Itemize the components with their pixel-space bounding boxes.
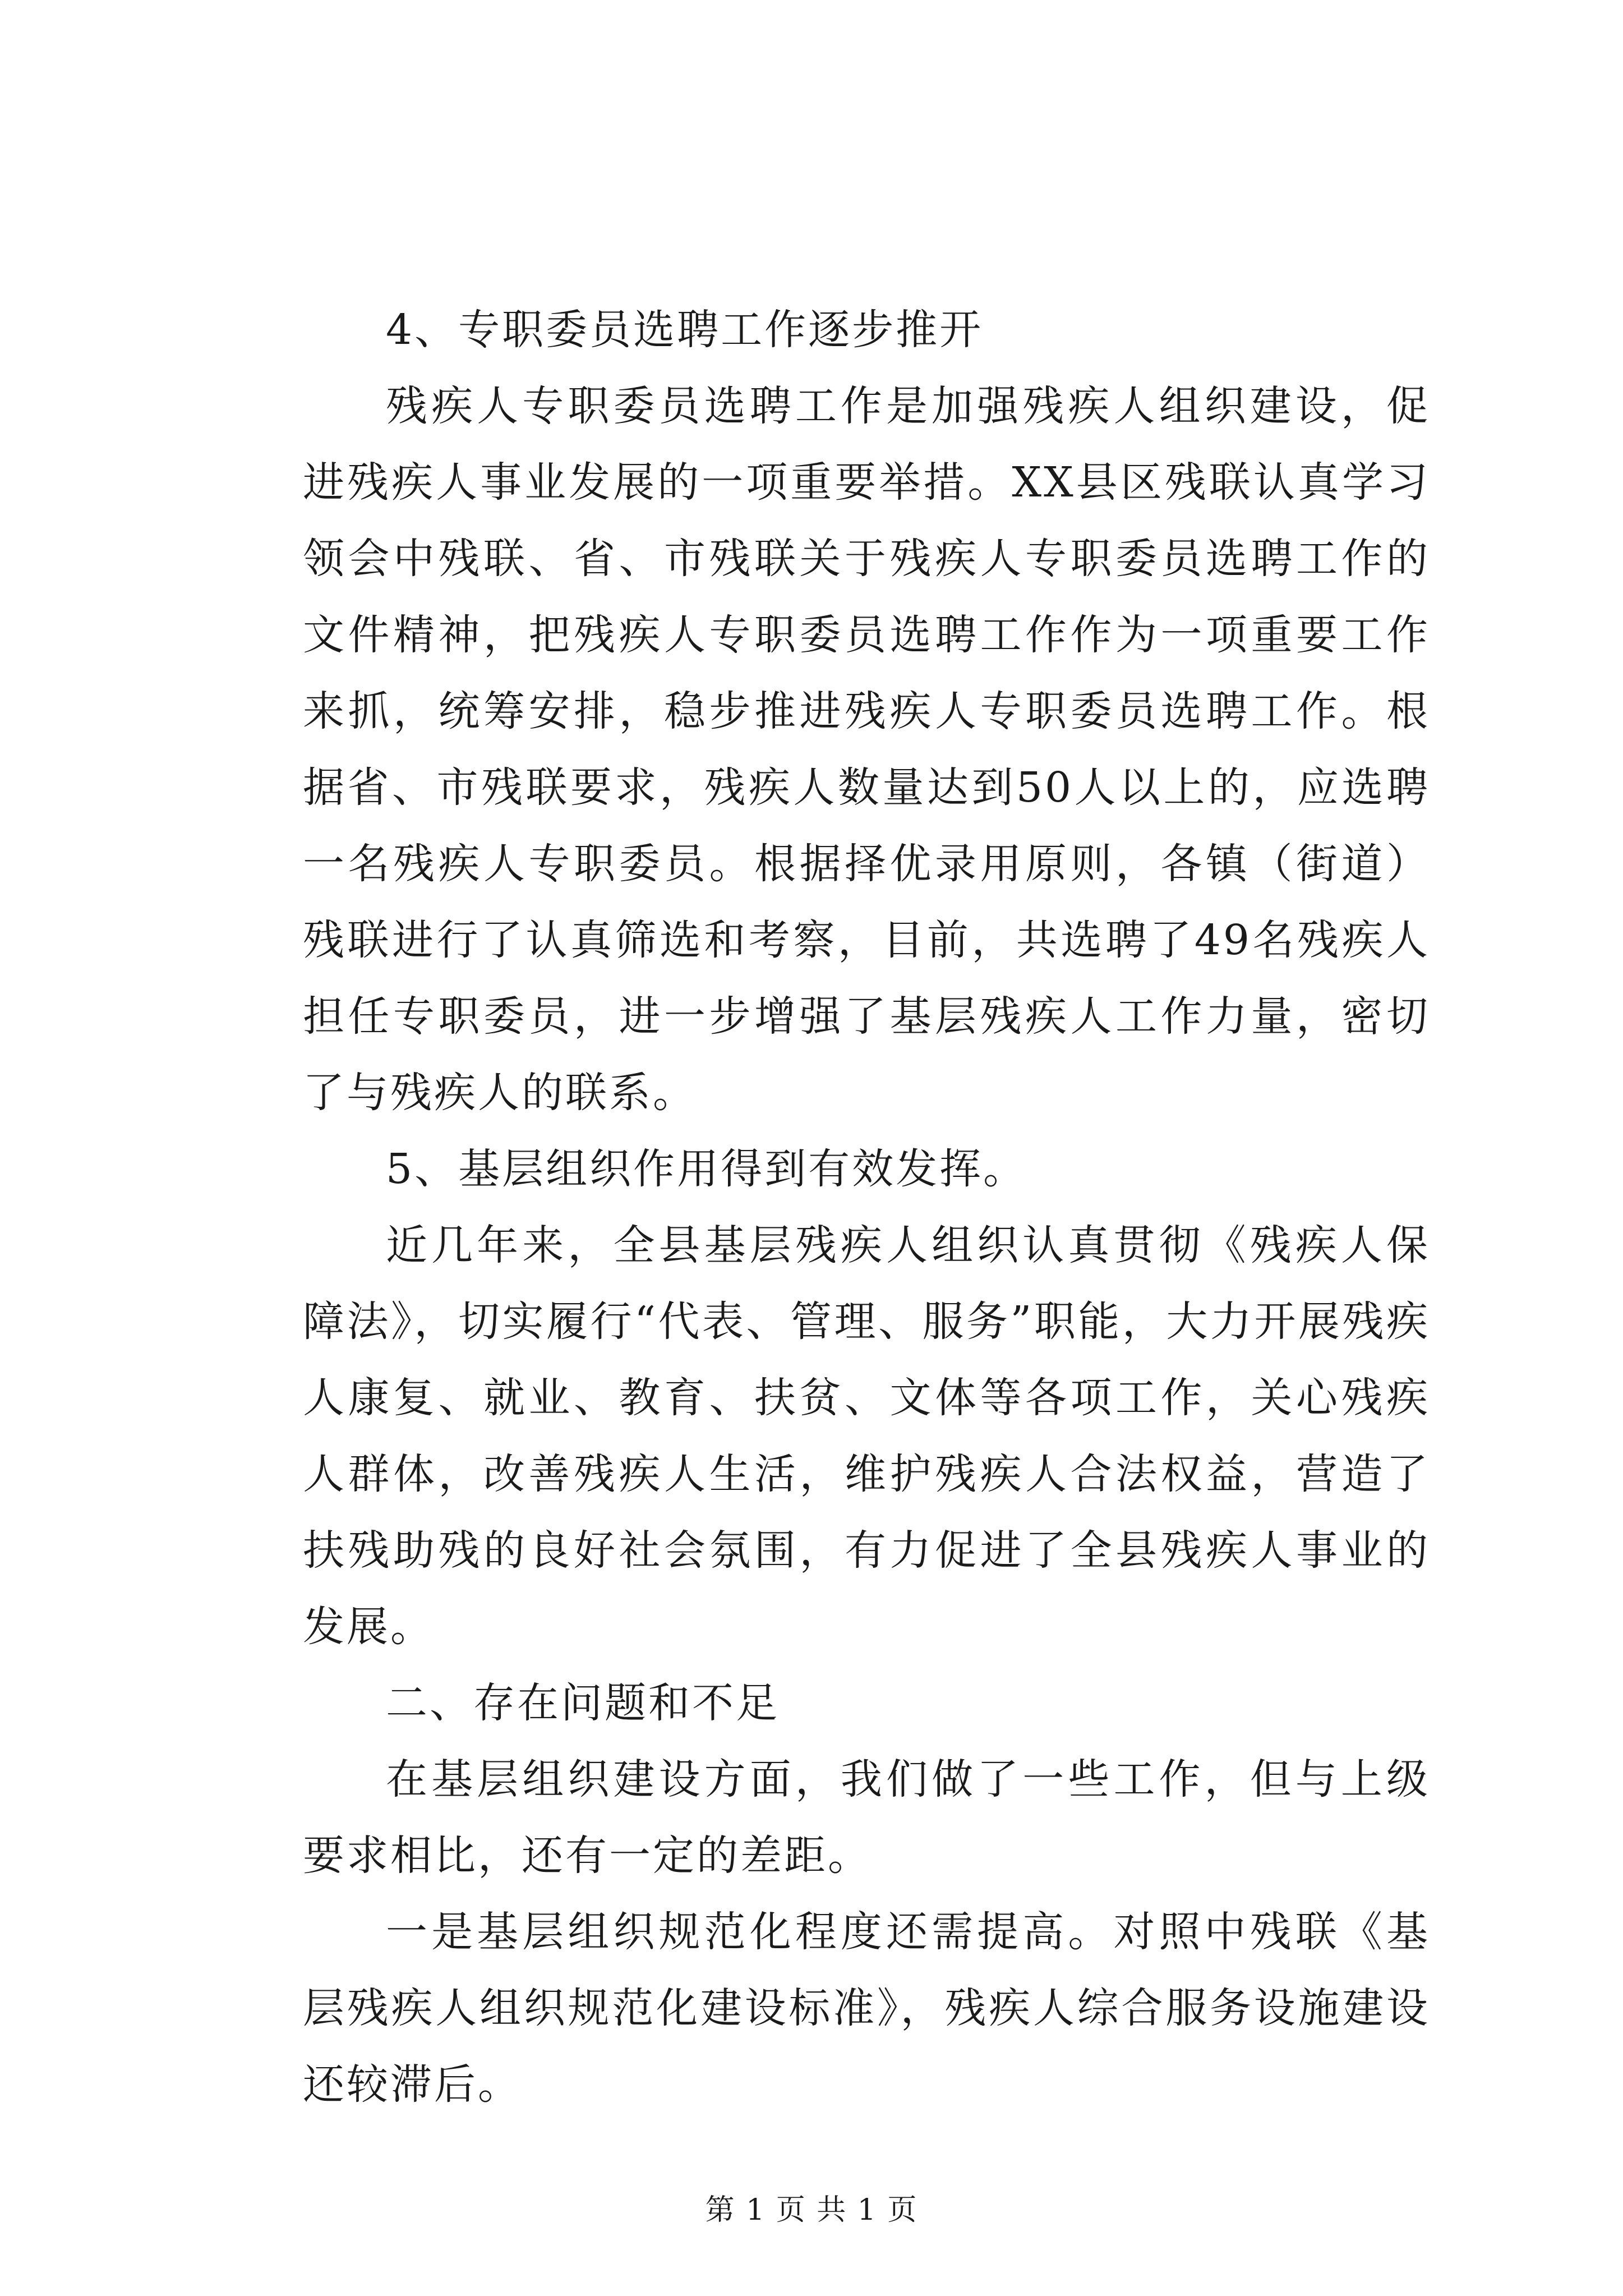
paragraph-standardization: 一是基层组织规范化程度还需提高。对照中残联《基层残疾人组织规范化建设标准》，残疾人综合服务设施建设还较滞后。	[303, 1908, 1430, 2109]
section-heading-4: 4、专职委员选聘工作逐步推开	[386, 306, 984, 354]
document-body	[303, 292, 1430, 2123]
section-heading-5: 5、基层组织作用得到有效发挥。	[386, 1145, 1027, 1193]
paragraph-specialist-recruitment: 残疾人专职委员选聘工作是加强残疾人组织建设，促进残疾人事业发展的一项重要举措。XX县区残联认真学习领会中残联、省、市残联关于残疾人专职委员选聘工作的文件精神，把残疾人专职委员选聘工作作为一项重要工作来抓，统筹安排，稳步推进残疾人专职委员选聘工作。根据省、市残联要求，残疾人数量达到50人以上的，应选聘一名残疾人专职委员。根据择优录用原则，各镇（街道）残联进行了认真筛选和考察，目前，共选聘了49名残疾人担任专职委员，进一步增强了基层残疾人工作力量，密切了与残疾人的联系。	[303, 382, 1430, 1117]
paragraph-gap-summary: 在基层组织建设方面，我们做了一些工作，但与上级要求相比，还有一定的差距。	[303, 1755, 1430, 1880]
section-heading-problems: 二、存在问题和不足	[386, 1679, 780, 1727]
page-number-footer: 第 1 页 共 1 页	[705, 2193, 918, 2227]
paragraph-grassroots-role: 近几年来，全县基层残疾人组织认真贯彻《残疾人保障法》，切实履行“代表、管理、服务”职能，大力开展残疾人康复、就业、教育、扶贫、文体等各项工作，关心残疾人群体，改善残疾人生活，维护残疾人合法权益，营造了扶残助残的良好社会氛围，有力促进了全县残疾人事业的发展。	[303, 1221, 1430, 1651]
